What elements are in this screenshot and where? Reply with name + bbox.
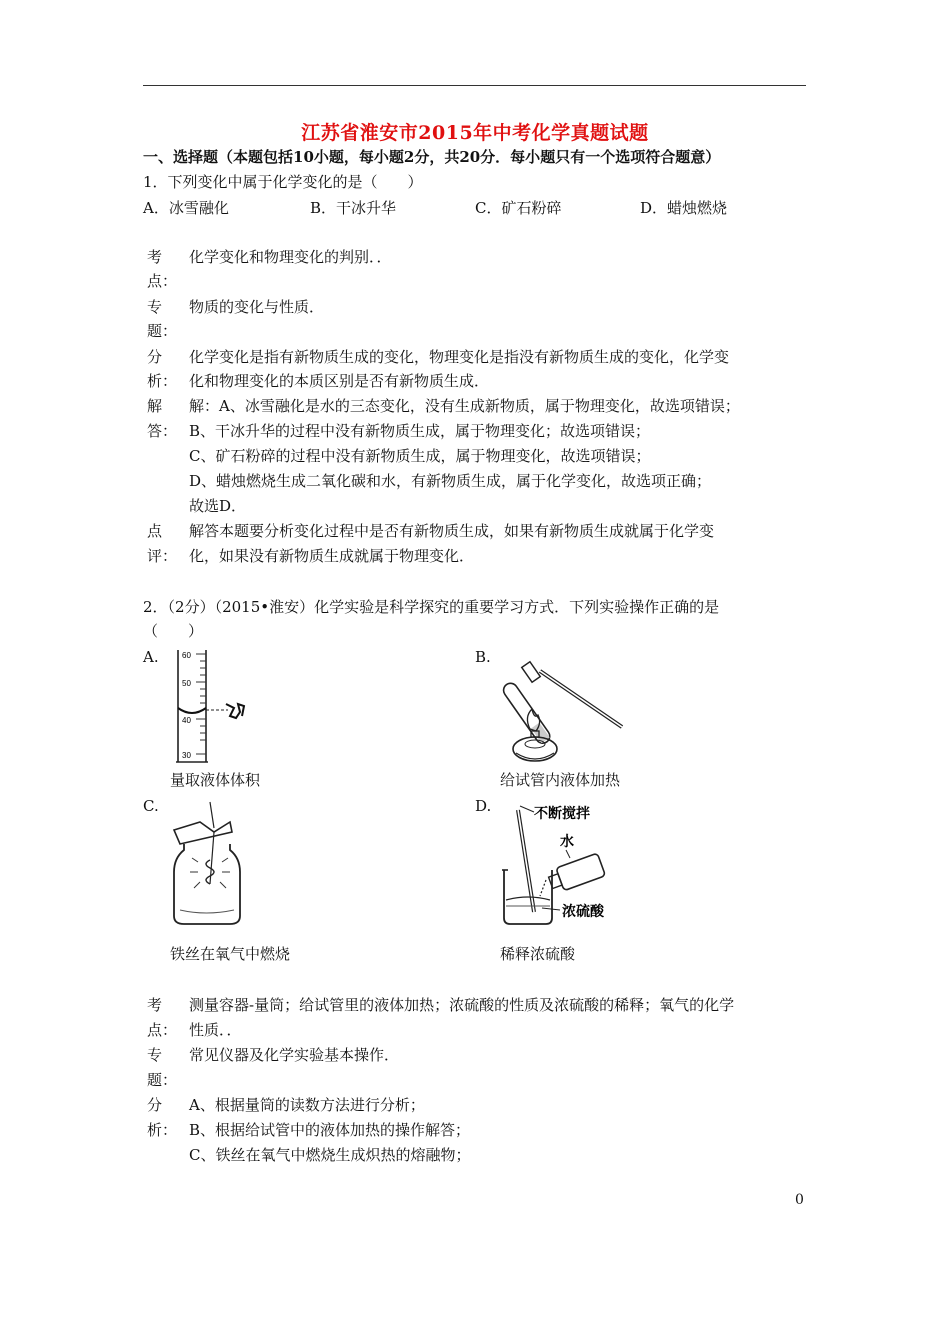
q2-fenxi-line2: B、根据给试管中的液体加热的操作解答；	[189, 1121, 471, 1139]
q1-stem: 1．下列变化中属于化学变化的是（ ）	[143, 173, 423, 191]
q2-option-d-label: D.	[475, 797, 492, 815]
tick-label-60: 60	[182, 651, 191, 660]
tick-label-30: 30	[182, 751, 191, 760]
label-acid: 浓硫酸	[562, 904, 604, 920]
iron-wire-oxygen-figure	[170, 800, 255, 930]
q1-option-c: C．矿石粉碎	[475, 199, 562, 217]
q1-jieda-label: 解	[147, 397, 163, 415]
q2-fenxi-label: 分	[147, 1096, 163, 1114]
q2-fenxi-line1: A、根据量筒的读数方法进行分析；	[189, 1096, 425, 1114]
q2-zhuanti-label: 专	[147, 1046, 163, 1064]
q2-option-b-caption: 给试管内液体加热	[500, 771, 621, 789]
q2-option-c-label: C.	[143, 797, 159, 815]
q1-dianping-label2: 评：	[147, 547, 178, 565]
q2-stem-line1: 2．（2分）（2015•淮安）化学实验是科学探究的重要学习方式．下列实验操作正确的是	[143, 598, 720, 616]
header-rule	[143, 85, 806, 86]
test-tube-heating-figure	[500, 643, 630, 768]
q1-kaodian-label: 考	[147, 248, 163, 266]
q1-fenxi-line1: 化学变化是指有新物质生成的变化，物理变化是指没有新物质生成的变化，化学变	[189, 348, 730, 366]
q2-option-b-label: B.	[475, 648, 491, 666]
q1-jieda-line3: C、矿石粉碎的过程中没有新物质生成，属于物理变化，故选项错误；	[189, 447, 651, 465]
q1-dianping-line1: 解答本题要分析变化过程中是否有新物质生成，如果有新物质生成就属于化学变	[189, 522, 715, 540]
q2-fenxi-line3: C、铁丝在氧气中燃烧生成炽热的熔融物；	[189, 1146, 471, 1164]
label-water: 水	[560, 834, 574, 850]
q1-kaodian: 化学变化和物理变化的判别．．	[189, 248, 392, 266]
page-number: 0	[795, 1192, 804, 1208]
q1-dianping-label: 点	[147, 522, 163, 540]
section-heading: 一、选择题（本题包括10小题，每小题2分，共20分．每小题只有一个选项符合题意）	[143, 148, 721, 166]
q2-kaodian-label: 考	[147, 996, 163, 1014]
page-title: 江苏省淮安市2015年中考化学真题试题	[301, 122, 649, 144]
q2-option-a-caption: 量取液体体积	[170, 771, 261, 789]
q2-zhuanti-label2: 题：	[147, 1071, 178, 1089]
tick-label-50: 50	[182, 679, 191, 688]
q1-option-b: B．干冰升华	[310, 199, 397, 217]
q2-fenxi-label2: 析：	[147, 1121, 178, 1139]
q1-dianping-line2: 化，如果没有新物质生成就属于物理变化．	[189, 547, 475, 565]
q2-stem-line2: （ ）	[143, 622, 204, 640]
label-stir: 不断搅拌	[534, 806, 590, 822]
q1-jieda-line2: B、干冰升华的过程中没有新物质生成，属于物理变化；故选项错误；	[189, 422, 651, 440]
q1-jieda-line5: 故选D．	[189, 497, 247, 515]
q1-jieda-label2: 答：	[147, 422, 178, 440]
q1-fenxi-label: 分	[147, 348, 163, 366]
q2-option-d-caption: 稀释浓硫酸	[500, 945, 576, 963]
graduated-cylinder-figure	[170, 646, 255, 764]
q2-option-a-label: A.	[143, 648, 159, 666]
q1-jieda-line4: D、蜡烛燃烧生成二氧化碳和水，有新物质生成，属于化学变化，故选项正确；	[189, 472, 712, 490]
q1-fenxi-line2: 化和物理变化的本质区别是否有新物质生成．	[189, 372, 490, 390]
q2-option-c-caption: 铁丝在氧气中燃烧	[170, 945, 291, 963]
tick-label-40: 40	[182, 716, 191, 725]
q1-option-a: A．冰雪融化	[143, 199, 229, 217]
q1-zhuanti-label: 专	[147, 298, 163, 316]
q1-fenxi-label2: 析：	[147, 372, 178, 390]
q2-kaodian-label2: 点：	[147, 1021, 178, 1039]
q2-kaodian-line2: 性质．．	[189, 1021, 242, 1039]
q1-jieda-line1: 解：A、冰雪融化是水的三态变化，没有生成新物质，属于物理变化，故选项错误；	[189, 397, 740, 415]
q1-zhuanti-label2: 题：	[147, 322, 178, 340]
q1-option-d: D．蜡烛燃烧	[640, 199, 728, 217]
q1-zhuanti: 物质的变化与性质．	[189, 298, 325, 316]
q2-zhuanti: 常见仪器及化学实验基本操作．	[189, 1046, 400, 1064]
dilute-sulfuric-acid-figure	[500, 800, 625, 930]
q2-kaodian-line1: 测量容器-量筒；给试管里的液体加热；浓硫酸的性质及浓硫酸的稀释；氧气的化学	[189, 996, 735, 1014]
q1-kaodian-label2: 点：	[147, 272, 178, 290]
